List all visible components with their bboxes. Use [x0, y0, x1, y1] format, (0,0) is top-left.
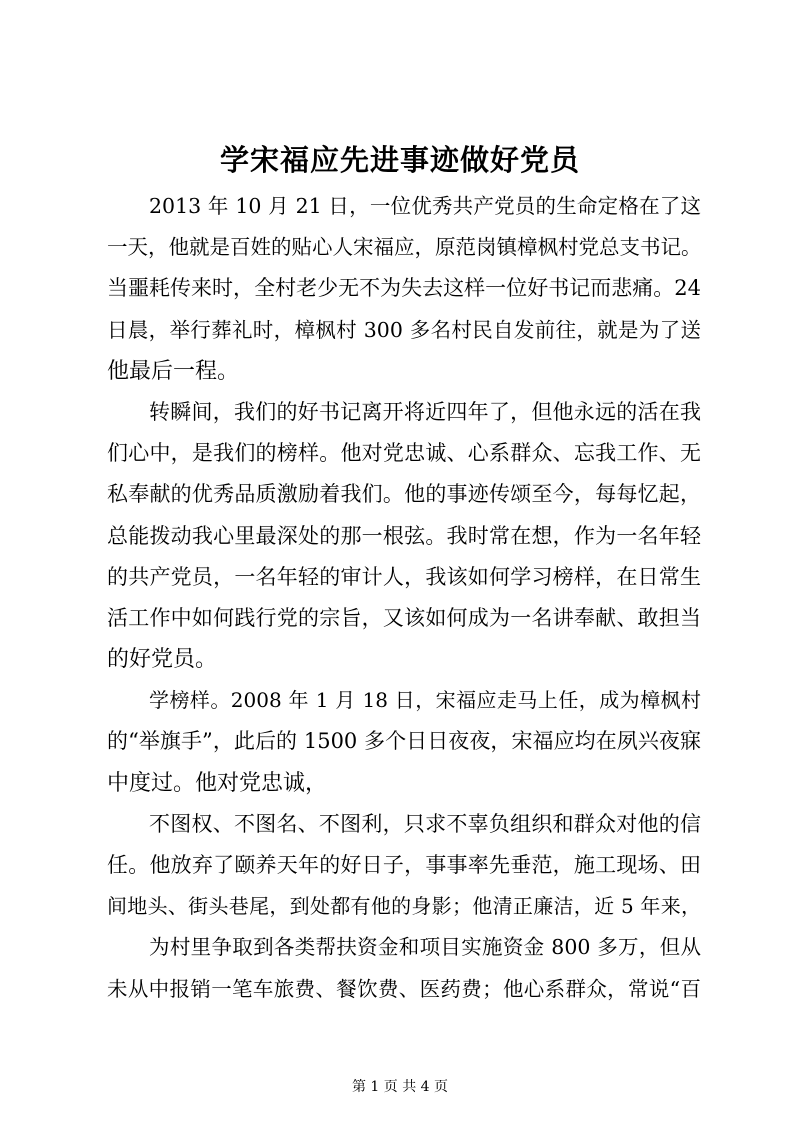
body-line: 未从中报销一笔车旅费、餐饮费、医药费；他心系群众，常说“百 — [107, 976, 701, 1001]
body-line: 当噩耗传来时，全村老少无不为失去这样一位好书记而悲痛。24 — [107, 276, 701, 301]
body-line: 们心中，是我们的榜样。他对党忠诚、心系群众、忘我工作、无 — [107, 441, 701, 466]
page-number-footer: 第 1 页 共 4 页 — [351, 1079, 449, 1095]
body-line: 学榜样。2008 年 1 月 18 日，宋福应走马上任，成为樟枫村 — [149, 688, 701, 713]
body-line: 不图权、不图名、不图利，只求不辜负组织和群众对他的信 — [149, 811, 701, 836]
body-line: 的好党员。 — [107, 647, 218, 673]
body-line: 为村里争取到各类帮扶资金和项目实施资金 800 多万，但从 — [149, 935, 701, 960]
body-line: 他最后一程。 — [107, 358, 240, 384]
body-line: 任。他放弃了颐养天年的好日子，事事率先垂范，施工现场、田 — [107, 853, 701, 877]
document-title: 学宋福应先进事迹做好党员 — [219, 143, 580, 177]
body-line: 转瞬间，我们的好书记离开将近四年了，但他永远的活在我 — [149, 399, 701, 424]
body-line: 日晨，举行葬礼时，樟枫村 300 多名村民自发前往，就是为了送 — [107, 317, 701, 342]
document-body — [107, 186, 701, 1010]
body-line: 间地头、街头巷尾，到处都有他的身影；他清正廉洁，近 5 年来， — [107, 894, 701, 919]
body-line: 活工作中如何践行党的宗旨，又该如何成为一名讲奉献、敢担当 — [107, 605, 701, 630]
body-line: 总能拨动我心里最深处的那一根弦。我时常在想，作为一名年轻 — [107, 523, 701, 548]
body-line: 一天，他就是百姓的贴心人宋福应，原范岗镇樟枫村党总支书记。 — [107, 235, 702, 260]
body-line: 中度过。他对党忠诚， — [107, 770, 328, 796]
body-line: 2013 年 10 月 21 日，一位优秀共产党员的生命定格在了这 — [149, 194, 701, 218]
body-line: 私奉献的优秀品质激励着我们。他的事迹传颂至今，每每忆起， — [107, 482, 701, 507]
body-line: 的“举旗手”，此后的 1500 多个日日夜夜，宋福应均在夙兴夜寐 — [107, 729, 701, 754]
body-line: 的共产党员，一名年轻的审计人，我该如何学习榜样，在日常生 — [107, 564, 701, 589]
